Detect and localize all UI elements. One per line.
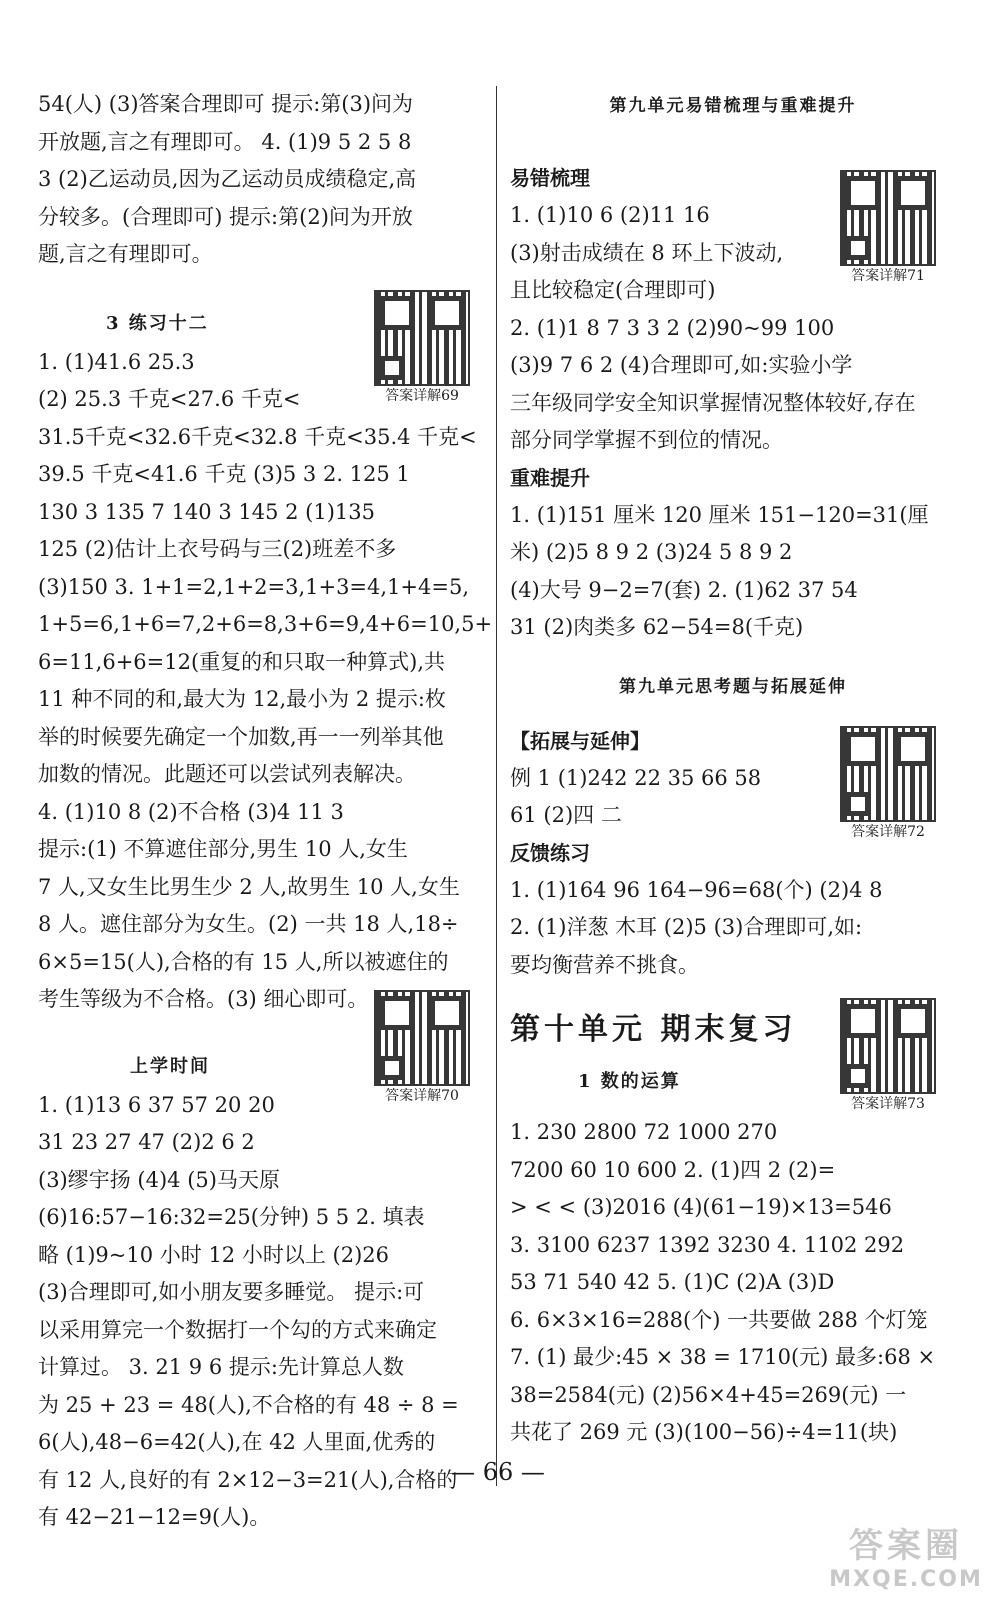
qr-code-icon [840, 170, 936, 266]
column-divider [496, 86, 497, 1486]
text-line: 三年级同学安全知识掌握情况整体较好,存在 [510, 390, 916, 415]
subheading-extension: 【拓展与延伸】 [510, 728, 650, 753]
text-line: 提示:(1) 不算遮住部分,男生 10 人,女生 [38, 837, 408, 861]
text-line: 125 (2)估计上衣号码与三(2)班差不多 [38, 537, 397, 561]
text-line: 加数的情况。此题还可以尝试列表解决。 [38, 762, 416, 786]
section-practice-12 [38, 344, 493, 1019]
text-line: 3 (2)乙运动员,因为乙运动员成绩稳定,高 [38, 167, 417, 191]
qr-caption: 答案详解71 [851, 268, 925, 284]
unit-10-title: 第十单元 期末复习 [510, 1012, 797, 1047]
text-line: 开放题,言之有理即可。 4. (1)9 5 2 5 8 [38, 129, 412, 154]
text-line: 要均衡营养不挑食。 [510, 952, 699, 977]
section-difficult [510, 497, 956, 647]
section-title-practice-12: 3 练习十二 [106, 312, 209, 334]
subheading-difficult: 重难提升 [510, 465, 590, 490]
qr-caption: 答案详解72 [851, 824, 925, 840]
text-line: 举的时候要先确定一个加数,再一一列举其他 [38, 724, 444, 749]
text-line: 38=2584(元) (2)56×4+45=269(元) 一 [510, 1382, 907, 1407]
section-number-ops [510, 1114, 956, 1452]
section-title-unit9-review: 第九单元易错梳理与重难提升 [609, 96, 857, 116]
text-line: 1. (1)41.6 25.3 [38, 349, 195, 374]
subheading-mistakes: 易错梳理 [510, 166, 590, 190]
text-line: 54(人) (3)答案合理即可 提示:第(3)问为 [38, 92, 414, 116]
text-line: 计算过。 3. 21 9 6 提示:先计算总人数 [38, 1355, 404, 1379]
text-line: 2. (1)1 8 7 3 3 2 (2)90~99 100 [510, 315, 835, 340]
text-line: 为 25 + 23 = 48(人),不合格的有 48 ÷ 8 = [38, 1392, 459, 1417]
text-line: 8 人。遮住部分为女生。(2) 一共 18 人,18÷ [38, 912, 459, 936]
text-line: 分较多。(合理即可) 提示:第(2)问为开放 [38, 204, 413, 229]
text-line: 31.5千克<32.6千克<32.8 千克<35.4 千克< [38, 424, 477, 449]
text-line: 6×5=15(人),合格的有 15 人,所以被遮住的 [38, 949, 449, 974]
text-line: (6)16:57−16:32=25(分钟) 5 5 2. 填表 [38, 1205, 425, 1229]
watermark-line2: MXQE.COM [829, 1567, 983, 1592]
text-line: 6=11,6+6=12(重复的和只取一种算式),共 [38, 649, 446, 674]
section-title-number-ops: 1 数的运算 [578, 1071, 681, 1092]
text-line: (3)9 7 6 2 (4)合理即可,如:实验小学 [510, 353, 853, 377]
qr-code-70[interactable] [368, 990, 476, 1106]
subheading-feedback: 反馈练习 [510, 840, 590, 865]
text-line: 1+5=6,1+6=7,2+6=8,3+6=9,4+6=10,5+ [38, 612, 493, 636]
text-line: 1. 230 2800 72 1000 270 [510, 1120, 778, 1144]
watermark-logo [826, 1518, 986, 1592]
text-line: 1. (1)13 6 37 57 20 20 [38, 1092, 275, 1117]
text-line: (4)大号 9−2=7(套) 2. (1)62 37 54 [510, 577, 858, 602]
text-line: 1. (1)151 厘米 120 厘米 151−120=31(厘 [510, 502, 929, 527]
text-line: 7. (1) 最少:45 × 38 = 1710(元) 最多:68 × [510, 1345, 936, 1369]
text-line: 米) (2)5 8 9 2 (3)24 5 8 9 2 [510, 540, 793, 564]
text-line: 有 42−21−12=9(人)。 [38, 1505, 271, 1529]
text-line: (3)合理即可,如小朋友要多睡觉。 提示:可 [38, 1280, 425, 1304]
text-line: 11 种不同的和,最大为 12,最小为 2 提示:枚 [38, 687, 446, 711]
text-line: 略 (1)9~10 小时 12 小时以上 (2)26 [38, 1242, 389, 1267]
text-line: 1. (1)164 96 164−96=68(个) (2)4 8 [510, 877, 883, 902]
text-line: > < < (3)2016 (4)(61−19)×13=546 [510, 1195, 892, 1219]
text-line: 以采用算完一个数据打一个勾的方式来确定 [38, 1317, 437, 1342]
qr-caption: 答案详解70 [385, 1088, 459, 1104]
text-line: 130 3 135 7 140 3 145 2 (1)135 [38, 499, 376, 524]
qr-code-71[interactable] [834, 170, 942, 286]
qr-code-icon [374, 990, 470, 1086]
qr-caption: 答案详解73 [851, 1096, 925, 1112]
intro-block [38, 86, 488, 274]
text-line: 1. (1)10 6 (2)11 16 [510, 203, 710, 227]
text-line: 53 71 540 42 5. (1)C (2)A (3)D [510, 1270, 835, 1294]
text-line: 31 (2)肉类多 62−54=8(千克) [510, 615, 804, 639]
text-line: (2) 25.3 千克<27.6 千克< [38, 387, 301, 411]
section-title-school-time: 上学时间 [130, 1055, 210, 1077]
text-line: (3)射击成绩在 8 环上下波动, [510, 240, 784, 265]
text-line: 且比较稳定(合理即可) [510, 278, 716, 302]
text-line: 考生等级为不合格。(3) 细心即可。 [38, 987, 369, 1011]
text-line: 3. 3100 6237 1392 3230 4. 1102 292 [510, 1232, 905, 1257]
watermark-line1: 答案圈 [849, 1526, 963, 1566]
section-title-unit9-extension: 第九单元思考题与拓展延伸 [619, 676, 847, 697]
text-line: 7200 60 10 600 2. (1)四 2 (2)= [510, 1157, 836, 1182]
text-line: 6(人),48−6=42(人),在 42 人里面,优秀的 [38, 1430, 436, 1454]
text-line: 题,言之有理即可。 [38, 242, 213, 266]
text-line: 31 23 27 47 (2)2 6 2 [38, 1130, 255, 1154]
qr-code-icon [840, 998, 936, 1094]
text-line: 7 人,又女生比男生少 2 人,故男生 10 人,女生 [38, 874, 460, 899]
section-feedback [510, 872, 956, 985]
text-line: 2. (1)洋葱 木耳 (2)5 (3)合理即可,如: [510, 915, 863, 939]
text-line: (3)150 3. 1+1=2,1+2=3,1+3=4,1+4=5, [38, 574, 470, 599]
text-line: (3)缪宇扬 (4)4 (5)马天原 [38, 1167, 280, 1192]
qr-code-73[interactable] [834, 998, 942, 1114]
qr-caption: 答案详解69 [385, 388, 459, 404]
qr-code-icon [840, 726, 936, 822]
text-line: 6. 6×3×16=288(个) 一共要做 288 个灯笼 [510, 1307, 928, 1332]
page-number: — 66 — [451, 1458, 545, 1486]
text-line: 有 12 人,良好的有 2×12−3=21(人),合格的 [38, 1467, 458, 1492]
qr-code-72[interactable] [834, 726, 942, 842]
text-line: 共花了 269 元 (3)(100−56)÷4=11(块) [510, 1420, 898, 1444]
text-line: 部分同学掌握不到位的情况。 [510, 428, 783, 452]
qr-code-icon [374, 290, 470, 386]
text-line: 4. (1)10 8 (2)不合格 (3)4 11 3 [38, 799, 344, 824]
text-line: 例 1 (1)242 22 35 66 58 [510, 765, 762, 790]
text-line: 39.5 千克<41.6 千克 (3)5 3 2. 125 1 [38, 462, 410, 486]
qr-code-69[interactable] [368, 290, 476, 406]
text-line: 61 (2)四 二 [510, 803, 622, 827]
